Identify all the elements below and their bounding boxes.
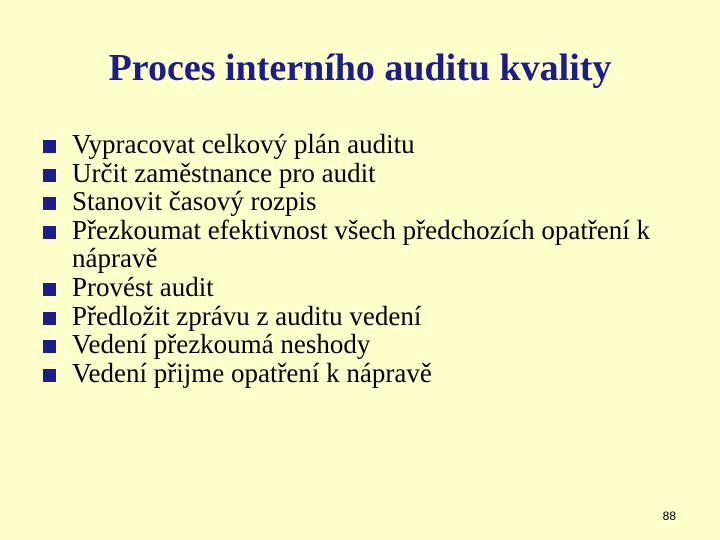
bullet-item bbox=[42, 159, 692, 188]
bullet-text: Stanovit časový rozpis bbox=[72, 186, 317, 217]
bullet-item bbox=[42, 330, 692, 359]
bullet-text: Předložit zprávu z auditu vedení bbox=[72, 300, 422, 331]
bullet-text: Vypracovat celkový plán auditu bbox=[72, 129, 415, 159]
bullet-item bbox=[42, 130, 692, 159]
square-bullet-icon bbox=[43, 312, 56, 325]
square-bullet-icon bbox=[43, 226, 56, 239]
bullet-text: Vedení přezkoumá neshody bbox=[72, 329, 371, 360]
square-bullet-icon bbox=[43, 340, 56, 353]
square-bullet-icon bbox=[43, 197, 56, 210]
bullet-text: Přezkoumat efektivnost všech předchozích opatření k nápravě bbox=[72, 214, 651, 274]
square-bullet-icon bbox=[43, 169, 56, 182]
bullet-item bbox=[42, 359, 692, 388]
bullet-item bbox=[42, 302, 692, 331]
bullet-item bbox=[42, 273, 692, 302]
bullet-list bbox=[42, 130, 692, 387]
square-bullet-icon bbox=[43, 140, 56, 153]
page-number: 88 bbox=[662, 509, 676, 523]
square-bullet-icon bbox=[43, 283, 56, 296]
bullet-text: Vedení přijme opatření k nápravě bbox=[72, 357, 432, 388]
slide-title: Proces interního auditu kvality bbox=[108, 47, 612, 89]
bullet-item bbox=[42, 187, 692, 216]
bullet-text: Určit zaměstnance pro audit bbox=[72, 157, 376, 188]
square-bullet-icon bbox=[43, 369, 56, 382]
bullet-text: Provést audit bbox=[72, 271, 214, 302]
bullet-item bbox=[42, 216, 692, 273]
